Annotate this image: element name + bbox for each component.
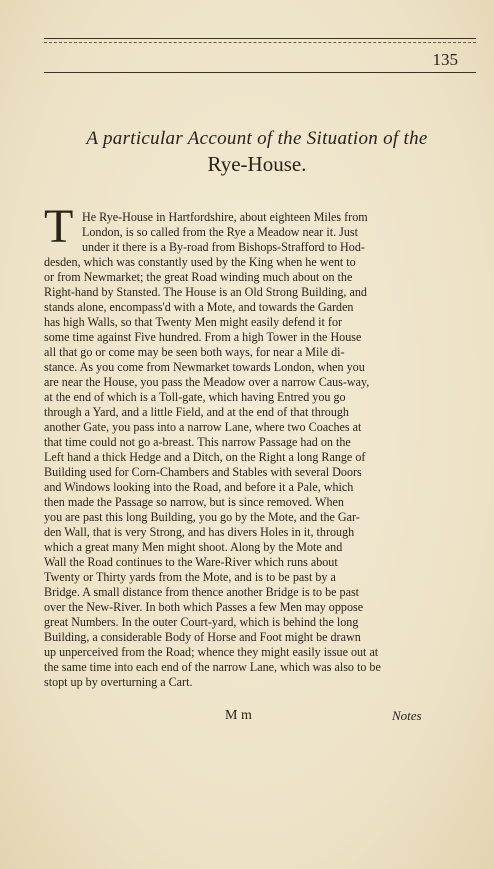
text-line: He Rye-House in Hartfordshire, about eighteen Miles from: [82, 210, 368, 224]
text-line: or from Newmarket; the great Road winding much about on the: [44, 270, 353, 284]
signature-mark: M m: [225, 708, 252, 723]
text-line: has high Walls, so that Twenty Men might easily defend it for: [44, 315, 343, 329]
page-number: 135: [432, 50, 458, 69]
text-line: up unperceived from the Road; whence they might easily issue out at: [44, 645, 379, 659]
text-line: great Numbers. In the outer Court-yard, which is behind the long: [44, 615, 359, 629]
header-underline: [44, 72, 476, 73]
text-line: Twenty or Thirty yards from the Mote, and is to be past by a: [44, 570, 336, 584]
text-line: all that go or come may be seen both ways, for near a Mile di-: [44, 345, 345, 359]
text-line: that time could not go a-breast. This narrow Passage had on the: [44, 435, 351, 449]
text-line: over the New-River. In both which Passes a few Men may oppose: [44, 600, 364, 614]
text-line: Left hand a thick Hedge and a Ditch, on the Right a long Range of: [44, 450, 366, 464]
text-line: Building used for Corn-Chambers and Stables with several Doors: [44, 465, 362, 479]
text-line: stopt up by overturning a Cart.: [44, 675, 193, 689]
title-line-2: Rye-House.: [207, 152, 307, 176]
text-line: some time against Five hundred. From a high Tower in the House: [44, 330, 362, 344]
text-line: Building, a considerable Body of Horse and Foot might be drawn: [44, 630, 361, 644]
text-line: at the end of which is a Toll-gate, which having Entred you go: [44, 390, 346, 404]
text-line: you are past this long Building, you go by the Mote, and the Gar-: [44, 510, 360, 524]
title-line-1: A particular Account of the Situation of the: [86, 128, 428, 149]
body-text: [44, 210, 420, 690]
text-line: desden, which was constantly used by the King when he went to: [44, 255, 356, 269]
text-line: the same time into each end of the narrow Lane, which was also to be: [44, 660, 381, 674]
drop-capital: T: [44, 200, 74, 253]
text-line: stance. As you come from Newmarket towards London, when you: [44, 360, 365, 374]
text-line: Wall the Road continues to the Ware-River which runs about: [44, 555, 338, 569]
page-title: [44, 128, 470, 177]
text-line: which a great many Men might shoot. Along by the Mote and: [44, 540, 343, 554]
text-line: are near the House, you pass the Meadow over a narrow Caus-way,: [44, 375, 370, 389]
text-line: Bridge. A small distance from thence another Bridge is to be past: [44, 585, 360, 599]
text-line: another Gate, you pass into a narrow Lane, where two Coaches at: [44, 420, 362, 434]
text-line: through a Yard, and a little Field, and at the end of that through: [44, 405, 349, 419]
text-line: stands alone, encompass'd with a Mote, and towards the Garden: [44, 300, 354, 314]
text-line: London, is so called from the Rye a Meadow near it. Just: [82, 225, 358, 239]
text-line: den Wall, that is very Strong, and has divers Holes in it, through: [44, 525, 355, 539]
catchword: Notes: [392, 708, 422, 723]
header-ornament-rule: [44, 42, 476, 43]
text-line: Right-hand by Stansted. The House is an Old Strong Building, and: [44, 285, 367, 299]
text-line: under it there is a By-road from Bishops-Strafford to Hod-: [82, 240, 365, 254]
header-rule: [44, 38, 476, 39]
text-line: then made the Passage so narrow, but is since removed. When: [44, 495, 344, 509]
text-line: and Windows looking into the Road, and before it a Pale, which: [44, 480, 354, 494]
